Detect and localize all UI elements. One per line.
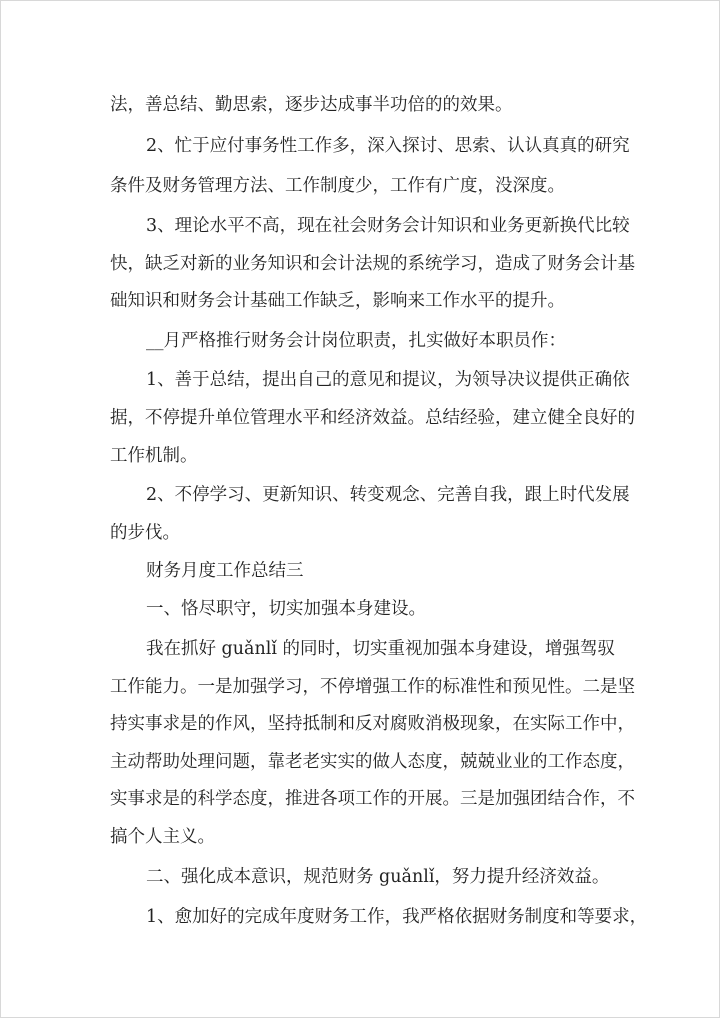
text-line: 快，缺乏对新的业务知识和会计法规的系统学习，造成了财务会计基: [110, 254, 635, 274]
text-line: 二、强化成本意识，规范财务 guǎnlǐ，努力提升经济效益。: [146, 867, 610, 887]
text-line: 工作能力。一是加强学习，不停增强工作的标准性和预见性。二是坚: [110, 677, 635, 697]
text-line: 3、理论水平不高，现在社会财务会计知识和业务更新换代比较: [146, 216, 630, 236]
text-line: 2、不停学习、更新知识、转变观念、完善自我，跟上时代发展: [146, 485, 630, 505]
text-line: 条件及财务管理方法、工作制度少，工作有广度，没深度。: [110, 176, 565, 196]
text-line: __月严格推行财务会计岗位职责，扎实做好本职员作：: [146, 331, 566, 351]
text-line: 持实事求是的作风，坚持抵制和反对腐败消极现象，在实际工作中，: [110, 714, 635, 734]
section-heading: 财务月度工作总结三: [146, 561, 304, 581]
text-line: 据，不停提升单位管理水平和经济效益。总结经验，建立健全良好的: [110, 408, 635, 428]
text-line: 搞个人主义。: [110, 827, 215, 847]
text-line: 法，善总结、勤思索，逐步达成事半功倍的的效果。: [110, 95, 513, 115]
text-line: 2、忙于应付事务性工作多，深入探讨、思索、认认真真的研究: [146, 136, 630, 156]
text-line: 工作机制。: [110, 446, 198, 466]
text-line: 的步伐。: [110, 523, 180, 543]
text-line: 主动帮助处理问题，靠老老实实的做人态度，兢兢业业的工作态度，: [110, 752, 635, 772]
text-line: 1、愈加好的完成年度财务工作，我严格依据财务制度和等要求，: [146, 907, 648, 927]
text-line: 一、恪尽职守，切实加强本身建设。: [146, 599, 426, 619]
text-line: 础知识和财务会计基础工作缺乏，影响来工作水平的提升。: [110, 291, 565, 311]
text-line: 我在抓好 guǎnlǐ 的同时，切实重视加强本身建设，增强驾驭: [146, 639, 615, 659]
text-line: 1、善于总结，提出自己的意见和提议，为领导决议提供正确依: [146, 370, 630, 390]
text-line: 实事求是的科学态度，推进各项工作的开展。三是加强团结合作，不: [110, 789, 635, 809]
